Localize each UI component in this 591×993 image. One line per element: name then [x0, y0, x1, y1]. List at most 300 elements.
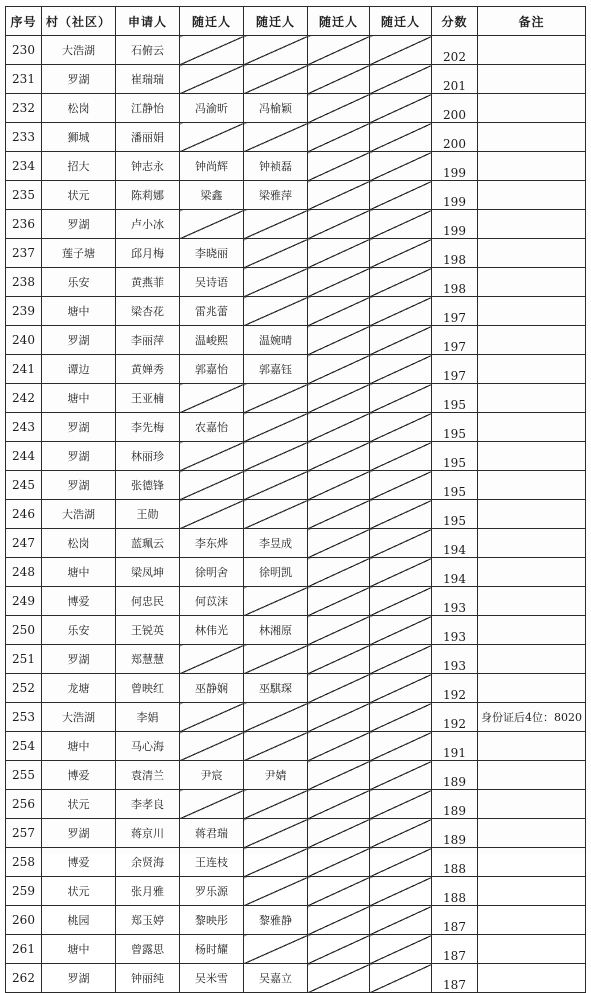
empty-mover-cell	[370, 790, 432, 819]
note-cell	[478, 355, 586, 384]
note-cell	[478, 819, 586, 848]
mover-cell: 罗乐源	[180, 877, 244, 906]
score-cell: 197	[432, 297, 478, 326]
table-row	[6, 181, 586, 210]
row-number: 255	[6, 761, 42, 790]
note-cell	[478, 239, 586, 268]
note-cell	[478, 877, 586, 906]
village-cell: 塘中	[42, 297, 116, 326]
note-cell	[478, 500, 586, 529]
empty-mover-cell	[308, 529, 370, 558]
row-number: 254	[6, 732, 42, 761]
village-cell: 罗湖	[42, 964, 116, 993]
applicant-cell: 曾露思	[116, 935, 180, 964]
empty-mover-cell	[370, 210, 432, 239]
empty-mover-cell	[180, 123, 244, 152]
village-cell: 招大	[42, 152, 116, 181]
row-number: 257	[6, 819, 42, 848]
mover-cell: 李昱成	[244, 529, 308, 558]
table-row	[6, 500, 586, 529]
header-applicant: 申请人	[116, 7, 180, 36]
table-row	[6, 964, 586, 993]
row-number: 232	[6, 94, 42, 123]
table-row	[6, 297, 586, 326]
score-cell: 187	[432, 935, 478, 964]
header-note: 备注	[478, 7, 586, 36]
note-cell	[478, 790, 586, 819]
mover-cell: 李东烨	[180, 529, 244, 558]
mover-cell: 黎雅静	[244, 906, 308, 935]
table-row	[6, 587, 586, 616]
empty-mover-cell	[244, 65, 308, 94]
empty-mover-cell	[308, 297, 370, 326]
mover-cell: 吴诗语	[180, 268, 244, 297]
mover-cell: 黎映彤	[180, 906, 244, 935]
table-row	[6, 355, 586, 384]
table-row	[6, 152, 586, 181]
mover-cell: 尹宸	[180, 761, 244, 790]
row-number: 239	[6, 297, 42, 326]
mover-cell: 温峻熙	[180, 326, 244, 355]
village-cell: 塘中	[42, 935, 116, 964]
village-cell: 罗湖	[42, 442, 116, 471]
empty-mover-cell	[308, 935, 370, 964]
row-number: 231	[6, 65, 42, 94]
score-cell: 201	[432, 65, 478, 94]
village-cell: 博爱	[42, 587, 116, 616]
empty-mover-cell	[180, 703, 244, 732]
empty-mover-cell	[370, 268, 432, 297]
table-row	[6, 761, 586, 790]
score-cell: 188	[432, 877, 478, 906]
village-cell: 状元	[42, 790, 116, 819]
note-cell	[478, 848, 586, 877]
score-cell: 199	[432, 181, 478, 210]
empty-mover-cell	[308, 587, 370, 616]
row-number: 242	[6, 384, 42, 413]
score-cell: 195	[432, 442, 478, 471]
table-row	[6, 210, 586, 239]
mover-cell: 钟尚辉	[180, 152, 244, 181]
header-mover-3: 随迁人	[308, 7, 370, 36]
empty-mover-cell	[370, 529, 432, 558]
empty-mover-cell	[370, 326, 432, 355]
mover-cell: 林伟光	[180, 616, 244, 645]
table-row	[6, 65, 586, 94]
applicant-cell: 蓝珮云	[116, 529, 180, 558]
applicant-cell: 何忠民	[116, 587, 180, 616]
row-number: 230	[6, 36, 42, 65]
row-number: 243	[6, 413, 42, 442]
mover-cell: 吴嘉立	[244, 964, 308, 993]
empty-mover-cell	[370, 616, 432, 645]
score-cell: 194	[432, 529, 478, 558]
village-cell: 罗湖	[42, 65, 116, 94]
empty-mover-cell	[308, 819, 370, 848]
table-row	[6, 529, 586, 558]
applicant-cell: 钟志永	[116, 152, 180, 181]
empty-mover-cell	[308, 123, 370, 152]
village-cell: 大浩湖	[42, 500, 116, 529]
mover-cell: 梁雅萍	[244, 181, 308, 210]
applicant-cell: 林丽珍	[116, 442, 180, 471]
empty-mover-cell	[308, 471, 370, 500]
row-number: 247	[6, 529, 42, 558]
score-cell: 189	[432, 819, 478, 848]
row-number: 252	[6, 674, 42, 703]
header-village: 村（社区）	[42, 7, 116, 36]
empty-mover-cell	[370, 94, 432, 123]
note-cell	[478, 268, 586, 297]
note-cell	[478, 761, 586, 790]
applicant-cell: 钟丽纯	[116, 964, 180, 993]
note-cell	[478, 326, 586, 355]
table-row	[6, 877, 586, 906]
village-cell: 罗湖	[42, 819, 116, 848]
row-number: 236	[6, 210, 42, 239]
applicant-cell: 邱月梅	[116, 239, 180, 268]
empty-mover-cell	[180, 645, 244, 674]
village-cell: 塘中	[42, 384, 116, 413]
empty-mover-cell	[244, 848, 308, 877]
score-cell: 192	[432, 703, 478, 732]
empty-mover-cell	[244, 384, 308, 413]
empty-mover-cell	[308, 616, 370, 645]
empty-mover-cell	[180, 442, 244, 471]
empty-mover-cell	[244, 732, 308, 761]
note-cell	[478, 587, 586, 616]
village-cell: 塘中	[42, 732, 116, 761]
row-number: 244	[6, 442, 42, 471]
empty-mover-cell	[308, 674, 370, 703]
table-row	[6, 645, 586, 674]
note-cell	[478, 558, 586, 587]
row-number: 262	[6, 964, 42, 993]
empty-mover-cell	[370, 877, 432, 906]
village-cell: 乐安	[42, 616, 116, 645]
empty-mover-cell	[308, 703, 370, 732]
mover-cell: 徐明舍	[180, 558, 244, 587]
empty-mover-cell	[370, 65, 432, 94]
empty-mover-cell	[308, 790, 370, 819]
table-row	[6, 674, 586, 703]
row-number: 237	[6, 239, 42, 268]
village-cell: 状元	[42, 181, 116, 210]
village-cell: 状元	[42, 877, 116, 906]
empty-mover-cell	[370, 442, 432, 471]
empty-mover-cell	[244, 790, 308, 819]
table-row	[6, 558, 586, 587]
empty-mover-cell	[308, 877, 370, 906]
empty-mover-cell	[370, 645, 432, 674]
empty-mover-cell	[308, 210, 370, 239]
mover-cell: 巫騏琛	[244, 674, 308, 703]
applicant-cell: 梁凤坤	[116, 558, 180, 587]
empty-mover-cell	[370, 181, 432, 210]
applicant-cell: 张月雅	[116, 877, 180, 906]
empty-mover-cell	[244, 500, 308, 529]
table-row	[6, 268, 586, 297]
mover-cell: 钟祯磊	[244, 152, 308, 181]
village-cell: 博爱	[42, 761, 116, 790]
empty-mover-cell	[370, 935, 432, 964]
row-number: 248	[6, 558, 42, 587]
village-cell: 乐安	[42, 268, 116, 297]
empty-mover-cell	[370, 413, 432, 442]
empty-mover-cell	[370, 558, 432, 587]
header-mover-4: 随迁人	[370, 7, 432, 36]
empty-mover-cell	[308, 36, 370, 65]
table-row	[6, 848, 586, 877]
score-cell: 198	[432, 268, 478, 297]
header-mover-2: 随迁人	[244, 7, 308, 36]
row-number: 261	[6, 935, 42, 964]
row-number: 260	[6, 906, 42, 935]
empty-mover-cell	[370, 732, 432, 761]
note-cell	[478, 732, 586, 761]
mover-cell: 巫静娴	[180, 674, 244, 703]
table-row	[6, 906, 586, 935]
empty-mover-cell	[180, 732, 244, 761]
applicant-cell: 马心海	[116, 732, 180, 761]
mover-cell: 冯渝昕	[180, 94, 244, 123]
empty-mover-cell	[244, 239, 308, 268]
mover-cell: 郭嘉钰	[244, 355, 308, 384]
table-row	[6, 442, 586, 471]
mover-cell: 郭嘉怡	[180, 355, 244, 384]
note-cell	[478, 210, 586, 239]
empty-mover-cell	[308, 94, 370, 123]
empty-mover-cell	[244, 268, 308, 297]
note-cell	[478, 123, 586, 152]
score-cell: 193	[432, 587, 478, 616]
note-cell: 身份证后4位：8020	[478, 703, 586, 732]
village-cell: 松岗	[42, 94, 116, 123]
empty-mover-cell	[370, 761, 432, 790]
empty-mover-cell	[370, 239, 432, 268]
note-cell	[478, 906, 586, 935]
empty-mover-cell	[308, 65, 370, 94]
empty-mover-cell	[244, 413, 308, 442]
applicant-cell: 王锐英	[116, 616, 180, 645]
applicant-cell: 王亚楠	[116, 384, 180, 413]
empty-mover-cell	[180, 210, 244, 239]
note-cell	[478, 616, 586, 645]
row-number: 249	[6, 587, 42, 616]
empty-mover-cell	[370, 500, 432, 529]
mover-cell: 温婉晴	[244, 326, 308, 355]
applicant-cell: 卢小冰	[116, 210, 180, 239]
empty-mover-cell	[308, 558, 370, 587]
empty-mover-cell	[370, 36, 432, 65]
mover-cell: 冯榆颖	[244, 94, 308, 123]
note-cell	[478, 442, 586, 471]
score-cell: 200	[432, 94, 478, 123]
row-number: 241	[6, 355, 42, 384]
applicant-cell: 石俯云	[116, 36, 180, 65]
note-cell	[478, 152, 586, 181]
applicant-cell: 李丽萍	[116, 326, 180, 355]
empty-mover-cell	[308, 413, 370, 442]
note-cell	[478, 413, 586, 442]
empty-mover-cell	[370, 471, 432, 500]
note-cell	[478, 645, 586, 674]
empty-mover-cell	[308, 500, 370, 529]
village-cell: 罗湖	[42, 645, 116, 674]
empty-mover-cell	[308, 384, 370, 413]
village-cell: 龙塘	[42, 674, 116, 703]
empty-mover-cell	[308, 181, 370, 210]
row-number: 246	[6, 500, 42, 529]
village-cell: 狮城	[42, 123, 116, 152]
applicant-cell: 李孝良	[116, 790, 180, 819]
empty-mover-cell	[370, 906, 432, 935]
applicant-cell: 郑玉婷	[116, 906, 180, 935]
applicant-cell: 李先梅	[116, 413, 180, 442]
score-cell: 187	[432, 964, 478, 993]
empty-mover-cell	[180, 36, 244, 65]
empty-mover-cell	[308, 152, 370, 181]
empty-mover-cell	[308, 239, 370, 268]
village-cell: 罗湖	[42, 413, 116, 442]
header-no: 序号	[6, 7, 42, 36]
empty-mover-cell	[308, 848, 370, 877]
empty-mover-cell	[370, 674, 432, 703]
row-number: 251	[6, 645, 42, 674]
row-number: 234	[6, 152, 42, 181]
note-cell	[478, 674, 586, 703]
empty-mover-cell	[308, 326, 370, 355]
applicant-cell: 曾映红	[116, 674, 180, 703]
village-cell: 罗湖	[42, 210, 116, 239]
score-cell: 188	[432, 848, 478, 877]
score-cell: 187	[432, 906, 478, 935]
mover-cell: 雷兆蕾	[180, 297, 244, 326]
empty-mover-cell	[308, 645, 370, 674]
mover-cell: 农嘉怡	[180, 413, 244, 442]
note-cell	[478, 65, 586, 94]
row-number: 256	[6, 790, 42, 819]
mover-cell: 梁鑫	[180, 181, 244, 210]
applicant-cell: 李娟	[116, 703, 180, 732]
empty-mover-cell	[308, 268, 370, 297]
note-cell	[478, 297, 586, 326]
empty-mover-cell	[180, 471, 244, 500]
score-cell: 198	[432, 239, 478, 268]
allocation-table	[5, 6, 586, 993]
empty-mover-cell	[370, 819, 432, 848]
header-score: 分数	[432, 7, 478, 36]
empty-mover-cell	[244, 123, 308, 152]
village-cell: 罗湖	[42, 471, 116, 500]
score-cell: 189	[432, 790, 478, 819]
empty-mover-cell	[370, 384, 432, 413]
empty-mover-cell	[244, 935, 308, 964]
score-cell: 199	[432, 152, 478, 181]
mover-cell: 杨时耀	[180, 935, 244, 964]
note-cell	[478, 529, 586, 558]
empty-mover-cell	[308, 732, 370, 761]
village-cell: 谭边	[42, 355, 116, 384]
empty-mover-cell	[180, 500, 244, 529]
empty-mover-cell	[308, 906, 370, 935]
empty-mover-cell	[308, 355, 370, 384]
empty-mover-cell	[244, 877, 308, 906]
note-cell	[478, 94, 586, 123]
note-cell	[478, 964, 586, 993]
note-cell	[478, 384, 586, 413]
table-header-row	[6, 7, 586, 36]
empty-mover-cell	[244, 819, 308, 848]
score-cell: 200	[432, 123, 478, 152]
empty-mover-cell	[244, 297, 308, 326]
empty-mover-cell	[244, 703, 308, 732]
empty-mover-cell	[244, 36, 308, 65]
applicant-cell: 袁清兰	[116, 761, 180, 790]
applicant-cell: 江静怡	[116, 94, 180, 123]
row-number: 250	[6, 616, 42, 645]
row-number: 245	[6, 471, 42, 500]
mover-cell: 林湘原	[244, 616, 308, 645]
empty-mover-cell	[180, 384, 244, 413]
empty-mover-cell	[308, 761, 370, 790]
score-cell: 193	[432, 616, 478, 645]
empty-mover-cell	[370, 355, 432, 384]
note-cell	[478, 471, 586, 500]
note-cell	[478, 181, 586, 210]
table-row	[6, 94, 586, 123]
empty-mover-cell	[370, 123, 432, 152]
empty-mover-cell	[244, 442, 308, 471]
row-number: 235	[6, 181, 42, 210]
empty-mover-cell	[370, 152, 432, 181]
applicant-cell: 张德锋	[116, 471, 180, 500]
score-cell: 195	[432, 500, 478, 529]
empty-mover-cell	[370, 848, 432, 877]
table-row	[6, 326, 586, 355]
row-number: 233	[6, 123, 42, 152]
applicant-cell: 陈莉娜	[116, 181, 180, 210]
table-row	[6, 471, 586, 500]
table-row	[6, 239, 586, 268]
applicant-cell: 蒋京川	[116, 819, 180, 848]
empty-mover-cell	[308, 964, 370, 993]
table-row	[6, 413, 586, 442]
mover-cell: 蒋君瑞	[180, 819, 244, 848]
village-cell: 罗湖	[42, 326, 116, 355]
score-cell: 192	[432, 674, 478, 703]
table-row	[6, 703, 586, 732]
empty-mover-cell	[370, 297, 432, 326]
applicant-cell: 梁杏花	[116, 297, 180, 326]
mover-cell: 何苡沫	[180, 587, 244, 616]
empty-mover-cell	[180, 790, 244, 819]
mover-cell: 尹婧	[244, 761, 308, 790]
note-cell	[478, 36, 586, 65]
village-cell: 博爱	[42, 848, 116, 877]
table-row	[6, 935, 586, 964]
village-cell: 塘中	[42, 558, 116, 587]
empty-mover-cell	[180, 65, 244, 94]
score-cell: 195	[432, 471, 478, 500]
empty-mover-cell	[308, 442, 370, 471]
applicant-cell: 黄婵秀	[116, 355, 180, 384]
score-cell: 195	[432, 413, 478, 442]
table-row	[6, 123, 586, 152]
score-cell: 195	[432, 384, 478, 413]
empty-mover-cell	[370, 587, 432, 616]
applicant-cell: 黄燕菲	[116, 268, 180, 297]
